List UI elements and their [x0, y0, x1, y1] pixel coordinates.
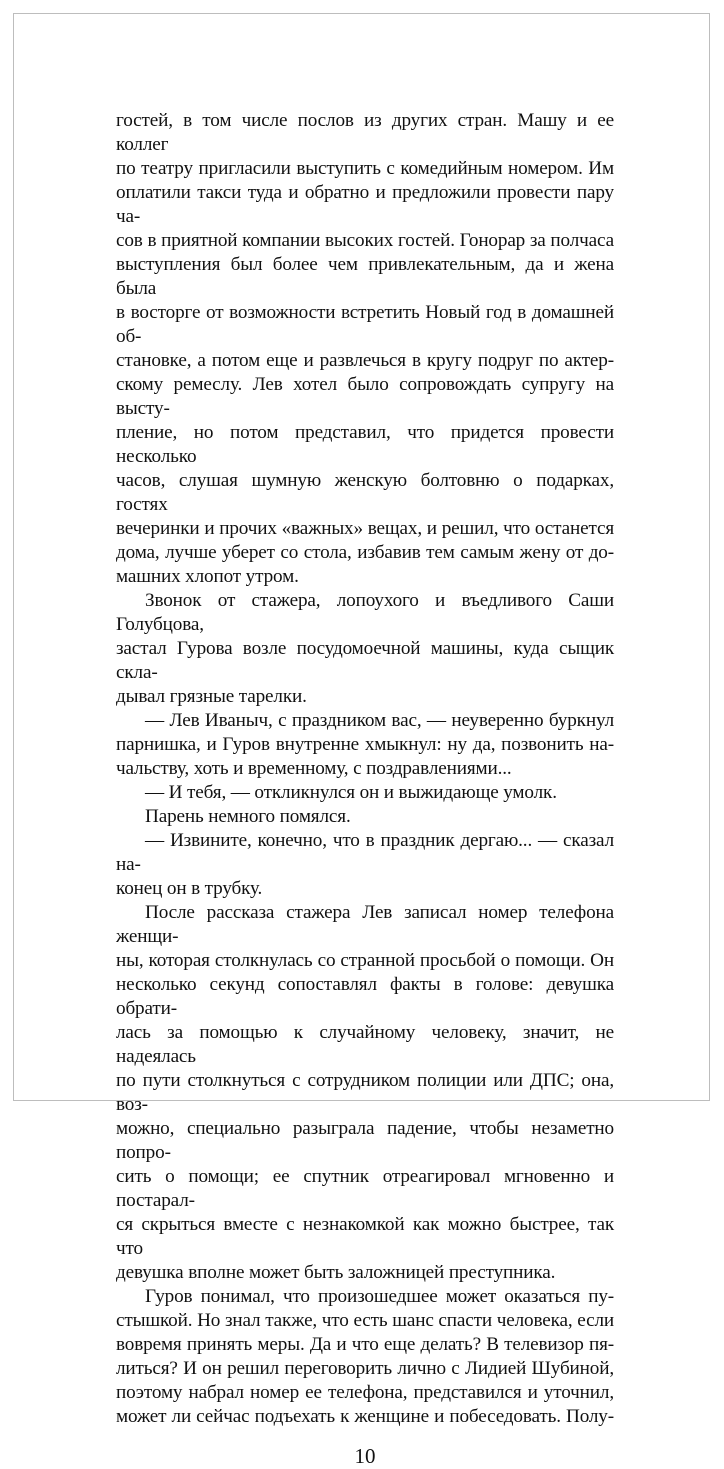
paragraph	[116, 829, 614, 901]
page-content	[116, 109, 614, 1469]
text-line: часов, слушая шумную женскую болтовню о подарках, гостях	[116, 470, 614, 515]
paragraph	[116, 709, 614, 781]
text-line: После рассказа стажера Лев записал номер телефона женщи-	[116, 902, 614, 947]
text-line: в восторге от возможности встретить Новый год в домашней об-	[116, 302, 614, 347]
paragraph	[116, 901, 614, 1285]
paragraph	[116, 589, 614, 709]
text-line: стышкой. Но знал также, что есть шанс спасти человека, если	[116, 1310, 614, 1331]
text-line: по пути столкнуться с сотрудником полиции или ДПС; она, воз-	[116, 1070, 614, 1115]
text-line: вовремя принять меры. Да и что еще делать? В телевизор пя-	[116, 1334, 614, 1355]
text-line: гостей, в том числе послов из других стран. Машу и ее коллег	[116, 110, 614, 155]
text-line: вечеринки и прочих «важных» вещах, и решил, что останется	[116, 518, 614, 539]
text-line: машних хлопот утром.	[116, 566, 299, 587]
text-line: становке, а потом еще и развлечься в кругу подруг по актер-	[116, 350, 614, 371]
text-line: конец он в трубку.	[116, 878, 263, 899]
text-line: поэтому набрал номер ее телефона, представился и уточнил,	[116, 1382, 614, 1403]
text-line: несколько секунд сопоставлял факты в голове: девушка обрати-	[116, 974, 614, 1019]
text-line: ся скрыться вместе с незнакомкой как можно быстрее, так что	[116, 1214, 614, 1259]
text-line: выступления был более чем привлекательным, да и жена была	[116, 254, 614, 299]
paragraph	[116, 109, 614, 589]
text-line: — И тебя, — откликнулся он и выжидающе умолк.	[145, 782, 557, 803]
text-line: чальству, хоть и временному, с поздравлениями...	[116, 758, 512, 779]
text-line: Звонок от стажера, лопоухого и въедливого Саши Голубцова,	[116, 590, 614, 635]
text-line: Парень немного помялся.	[145, 806, 351, 827]
paragraph	[116, 805, 614, 829]
text-line: — Извините, конечно, что в праздник дергаю... — сказал на-	[116, 830, 614, 875]
text-line: Гуров понимал, что произошедшее может оказаться пу-	[145, 1286, 614, 1307]
text-line: девушка вполне может быть заложницей преступника.	[116, 1262, 556, 1283]
text-line: застал Гурова возле посудомоечной машины, куда сыщик скла-	[116, 638, 614, 683]
paragraph	[116, 781, 614, 805]
text-line: пление, но потом представил, что придется провести несколько	[116, 422, 614, 467]
page-number: 10	[354, 1444, 376, 1468]
text-line: парнишка, и Гуров внутренне хмыкнул: ну да, позвонить на-	[116, 734, 614, 755]
text-line: можно, специально разыграла падение, чтобы незаметно попро-	[116, 1118, 614, 1163]
text-line: лась за помощью к случайному человеку, значит, не надеялась	[116, 1022, 614, 1067]
text-line: ны, которая столкнулась со странной просьбой о помощи. Он	[116, 950, 614, 971]
text-line: скому ремеслу. Лев хотел было сопровождать супругу на высту-	[116, 374, 614, 419]
text-line: литься? И он решил переговорить лично с Лидией Шубиной,	[116, 1358, 614, 1379]
paragraph	[116, 1285, 614, 1429]
text-line: оплатили такси туда и обратно и предложили провести пару ча-	[116, 182, 614, 227]
text-line: сов в приятной компании высоких гостей. Гонорар за полчаса	[116, 230, 614, 251]
text-line: может ли сейчас подъехать к женщине и побеседовать. Полу-	[116, 1406, 614, 1427]
text-line: по театру пригласили выступить с комедийным номером. Им	[116, 158, 614, 179]
page-body-text	[116, 109, 614, 1429]
text-line: дома, лучше уберет со стола, избавив тем самым жену от до-	[116, 542, 614, 563]
text-line: дывал грязные тарелки.	[116, 686, 307, 707]
text-line: — Лев Иваныч, с праздником вас, — неуверенно буркнул	[145, 710, 614, 731]
text-line: сить о помощи; ее спутник отреагировал мгновенно и постарал-	[116, 1166, 614, 1211]
